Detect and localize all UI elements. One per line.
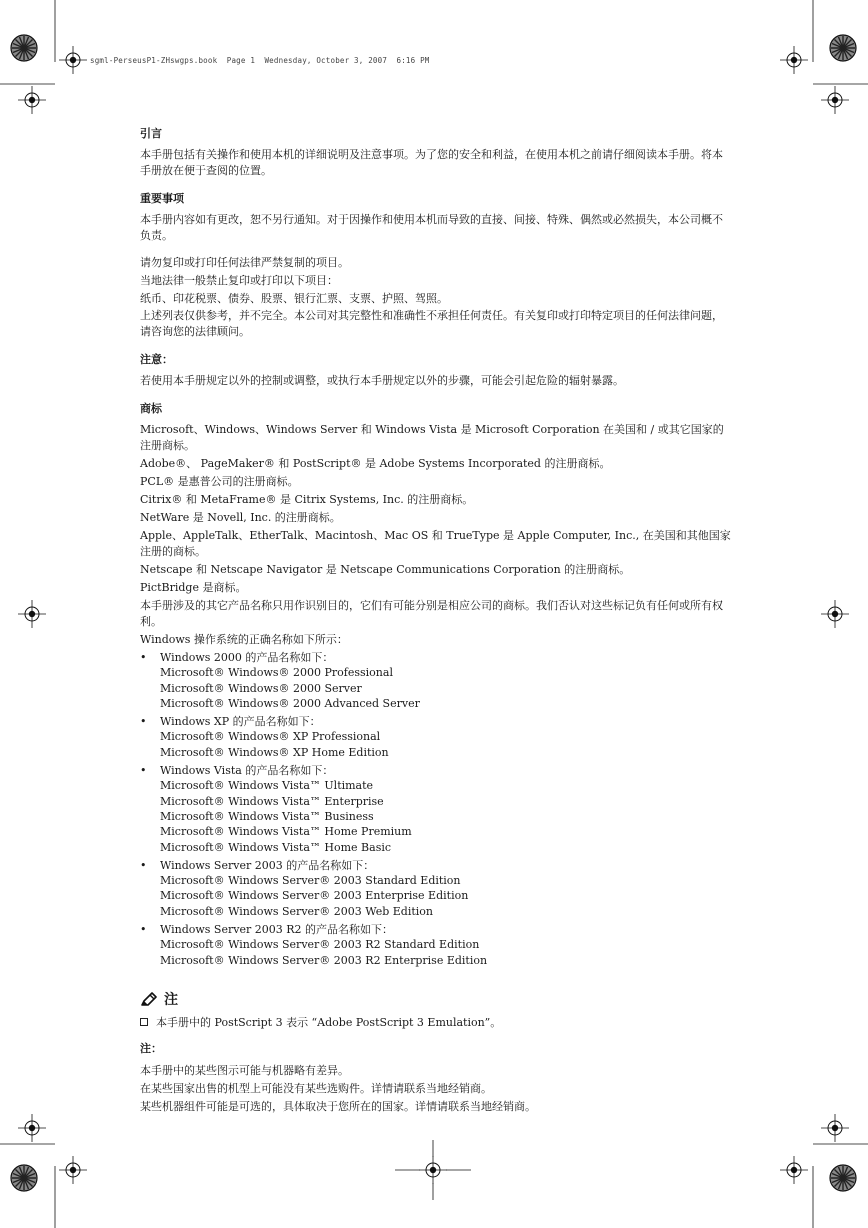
important-heading: 重要事项 (140, 192, 184, 205)
trademark-line: 本手册涉及的其它产品名称只用作识别目的，它们有可能分别是相应公司的商标。我们否认对这些标记负有任何或所有权利。 (140, 599, 723, 628)
list-item (140, 858, 732, 919)
note-title: 注 (164, 991, 178, 1008)
product-heading: Windows Vista 的产品名称如下： (160, 764, 334, 778)
trademark-line: Windows 操作系统的正确名称如下所示： (140, 633, 348, 646)
product-name: Microsoft® Windows Vista™ Home Premium (160, 825, 412, 839)
caution-heading: 注意： (140, 353, 173, 366)
trademark-line: Apple、AppleTalk、EtherTalk、Macintosh、Mac OS 和 TrueType 是 Apple Computer, Inc., 在美国和其他国家注册的商标。 (140, 529, 731, 558)
product-name: Microsoft® Windows Vista™ Home Basic (160, 840, 392, 854)
product-name: Microsoft® Windows Server® 2003 R2 Standard Edition (160, 938, 480, 952)
trademark-line: PictBridge 是商标。 (140, 581, 247, 594)
trademarks-heading: 商标 (140, 402, 162, 415)
product-name: Microsoft® Windows Server® 2003 R2 Enterprise Edition (160, 953, 488, 967)
trademark-line: Netscape 和 Netscape Navigator 是 Netscape Communications Corporation 的注册商标。 (140, 563, 631, 576)
trademark-line: Adobe®、 PageMaker® 和 PostScript® 是 Adobe Systems Incorporated 的注册商标。 (140, 457, 611, 470)
note-item (140, 1015, 732, 1031)
product-name: Microsoft® Windows Server® 2003 Enterprise Edition (160, 889, 469, 903)
trademark-line: NetWare 是 Novell, Inc. 的注册商标。 (140, 511, 341, 524)
product-name: Microsoft® Windows® 2000 Advanced Server (160, 696, 420, 710)
caution-body: 若使用本手册规定以外的控制或调整，或执行本手册规定以外的步骤，可能会引起危险的辐射暴露。 (140, 374, 624, 387)
note2-heading: 注： (140, 1041, 162, 1055)
product-name: Microsoft® Windows® XP Professional (160, 730, 381, 744)
product-heading: Windows Server 2003 R2 的产品名称如下： (160, 923, 393, 937)
windows-product-list (140, 650, 732, 968)
checkbox-icon (140, 1018, 148, 1026)
product-name: Microsoft® Windows® XP Home Edition (160, 745, 389, 759)
bullet: • (140, 764, 147, 778)
note2-line: 本手册中的某些图示可能与机器略有差异。 (140, 1063, 349, 1077)
product-heading: Windows XP 的产品名称如下： (160, 715, 321, 729)
note-item-text: 本手册中的 PostScript 3 表示 “Adobe PostScript 3 Emulation”。 (156, 1015, 502, 1029)
product-name: Microsoft® Windows Vista™ Ultimate (160, 779, 374, 793)
list-item (140, 650, 732, 711)
note-heading (140, 990, 732, 1010)
page-content (140, 126, 732, 1116)
product-name: Microsoft® Windows Vista™ Enterprise (160, 794, 384, 808)
trademark-line: Microsoft、Windows、Windows Server 和 Windows Vista 是 Microsoft Corporation 在美国和 / 或其它国家的注册商标。 (140, 423, 724, 452)
bullet: • (140, 715, 147, 729)
trademark-line: Citrix® 和 MetaFrame® 是 Citrix Systems, Inc. 的注册商标。 (140, 493, 474, 506)
product-heading: Windows 2000 的产品名称如下： (160, 651, 334, 664)
list-item (140, 714, 732, 760)
list-item (140, 763, 732, 855)
bullet: • (140, 923, 147, 937)
important-p3: 纸币、印花税票、债券、股票、银行汇票、支票、护照、驾照。 (140, 292, 448, 305)
product-name: Microsoft® Windows® 2000 Server (160, 681, 362, 695)
pencil-icon (140, 992, 158, 1008)
book-header: sgml-PerseusP1-ZHswgps.book Page 1 Wednesday, October 3, 2007 6:16 PM (90, 56, 430, 65)
product-name: Microsoft® Windows Server® 2003 Standard Edition (160, 874, 461, 888)
intro-heading: 引言 (140, 127, 162, 140)
note2-line: 在某些国家出售的机型上可能没有某些选购件。详情请联系当地经销商。 (140, 1081, 492, 1095)
note2-line: 某些机器组件可能是可选的，具体取决于您所在的国家。详情请联系当地经销商。 (140, 1099, 536, 1113)
intro-body: 本手册包括有关操作和使用本机的详细说明及注意事项。为了您的安全和利益，在使用本机之前请仔细阅读本手册。将本手册放在便于查阅的位置。 (140, 148, 723, 177)
important-p1: 请勿复印或打印任何法律严禁复制的项目。 (140, 256, 349, 269)
product-heading: Windows Server 2003 的产品名称如下： (160, 858, 375, 872)
product-name: Microsoft® Windows® 2000 Professional (160, 666, 393, 680)
important-body: 本手册内容如有更改，恕不另行通知。对于因操作和使用本机而导致的直接、间接、特殊、偶然或必然损失，本公司概不负责。 (140, 213, 723, 242)
trademark-line: PCL® 是惠普公司的注册商标。 (140, 475, 299, 488)
product-name: Microsoft® Windows Vista™ Business (160, 809, 374, 823)
bullet: • (140, 651, 147, 664)
important-p2: 当地法律一般禁止复印或打印以下项目： (140, 274, 338, 287)
important-p4: 上述列表仅供参考，并不完全。本公司对其完整性和准确性不承担任何责任。有关复印或打印特定项目的任何法律问题，请咨询您的法律顾问。 (140, 309, 723, 338)
list-item (140, 922, 732, 968)
product-name: Microsoft® Windows Server® 2003 Web Edition (160, 904, 433, 918)
bullet: • (140, 858, 147, 872)
